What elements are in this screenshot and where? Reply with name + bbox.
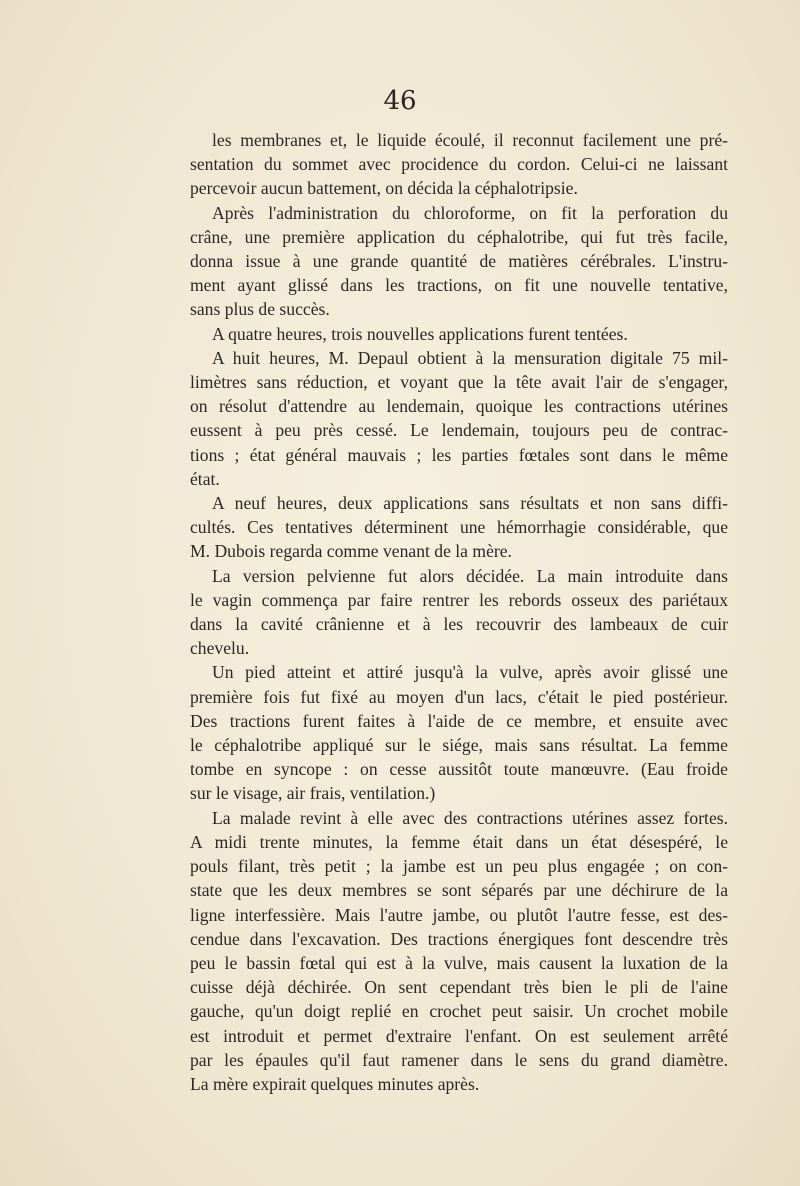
text-line: M. Dubois regarda comme venant de la mère. [190, 541, 512, 562]
text-line: state que les deux membres se sont séparés par une déchirure de la [190, 880, 728, 901]
text-line: ment ayant glissé dans les tractions, on fit une nouvelle tentative, [190, 275, 728, 296]
text-line: crâne, une première application du céphalotribe, qui fut très facile, [190, 226, 728, 247]
text-line: tombe en syncope : on cesse aussitôt toute manœuvre. (Eau froide [190, 759, 728, 780]
text-line: pouls filant, très petit ; la jambe est un peu plus engagée ; on con- [190, 856, 728, 877]
text-line: Après l'administration du chloroforme, on fit la perforation du [212, 202, 728, 223]
text-line: Des tractions furent faites à l'aide de ce membre, et ensuite avec [190, 710, 728, 731]
text-line: eussent à peu près cessé. Le lendemain, toujours peu de contrac- [190, 420, 728, 441]
text-line: cendue dans l'excavation. Des tractions énergiques font descendre très [190, 928, 728, 949]
text-line: A huit heures, M. Depaul obtient à la mensuration digitale 75 mil- [212, 347, 728, 368]
text-line: le céphalotribe appliqué sur le siége, mais sans résultat. La femme [190, 735, 728, 756]
body-text [190, 128, 728, 1096]
text-line: La version pelvienne fut alors décidée. La main introduite dans [212, 565, 728, 586]
text-line: La malade revint à elle avec des contractions utérines assez fortes. [212, 807, 728, 828]
text-line: par les épaules qu'il faut ramener dans le sens du grand diamètre. [190, 1049, 728, 1070]
text-line: cuisse déjà déchirée. On sent cependant très bien le pli de l'aine [190, 977, 728, 998]
text-line: donna issue à une grande quantité de matières cérébrales. L'instru- [190, 251, 728, 272]
text-line: est introduit et permet d'extraire l'enfant. On est seulement arrêté [190, 1025, 728, 1046]
text-line: A quatre heures, trois nouvelles applications furent tentées. [212, 323, 628, 344]
text-line: le vagin commença par faire rentrer les rebords osseux des pariétaux [190, 589, 728, 610]
text-line: A neuf heures, deux applications sans résultats et non sans diffi- [212, 493, 728, 514]
text-line: cultés. Ces tentatives déterminent une hémorrhagie considérable, que [190, 517, 728, 538]
text-line: La mère expirait quelques minutes après. [190, 1073, 480, 1094]
text-line: peu le bassin fœtal qui est à la vulve, mais causent la luxation de la [190, 952, 728, 973]
text-line: chevelu. [190, 638, 250, 659]
text-line: première fois fut fixé au moyen d'un lacs, c'était le pied postérieur. [190, 686, 728, 707]
text-line: limètres sans réduction, et voyant que la tête avait l'air de s'engager, [190, 372, 728, 393]
page-number: 46 [383, 86, 417, 116]
text-line: on résolut d'attendre au lendemain, quoique les contractions utérines [190, 396, 728, 417]
text-line: A midi trente minutes, la femme était dans un état désespéré, le [190, 831, 728, 852]
text-line: percevoir aucun battement, on décida la céphalotripsie. [190, 178, 578, 199]
text-line: sentation du sommet avec procidence du cordon. Celui-ci ne laissant [190, 154, 728, 175]
text-line: gauche, qu'un doigt replié en crochet peut saisir. Un crochet mobile [190, 1001, 728, 1022]
text-line: état. [190, 468, 220, 489]
text-line: tions ; état général mauvais ; les parties fœtales sont dans le même [190, 444, 728, 465]
text-line: Un pied atteint et attiré jusqu'à la vulve, après avoir glissé une [212, 662, 728, 683]
text-line: sans plus de succès. [190, 299, 330, 320]
text-line: sur le visage, air frais, ventilation.) [190, 783, 436, 804]
text-line: les membranes et, le liquide écoulé, il reconnut facilement une pré- [212, 130, 728, 150]
text-line: ligne interfessière. Mais l'autre jambe, ou plutôt l'autre fesse, est des- [190, 904, 728, 925]
text-line: dans la cavité crânienne et à les recouvrir des lambeaux de cuir [190, 614, 728, 635]
